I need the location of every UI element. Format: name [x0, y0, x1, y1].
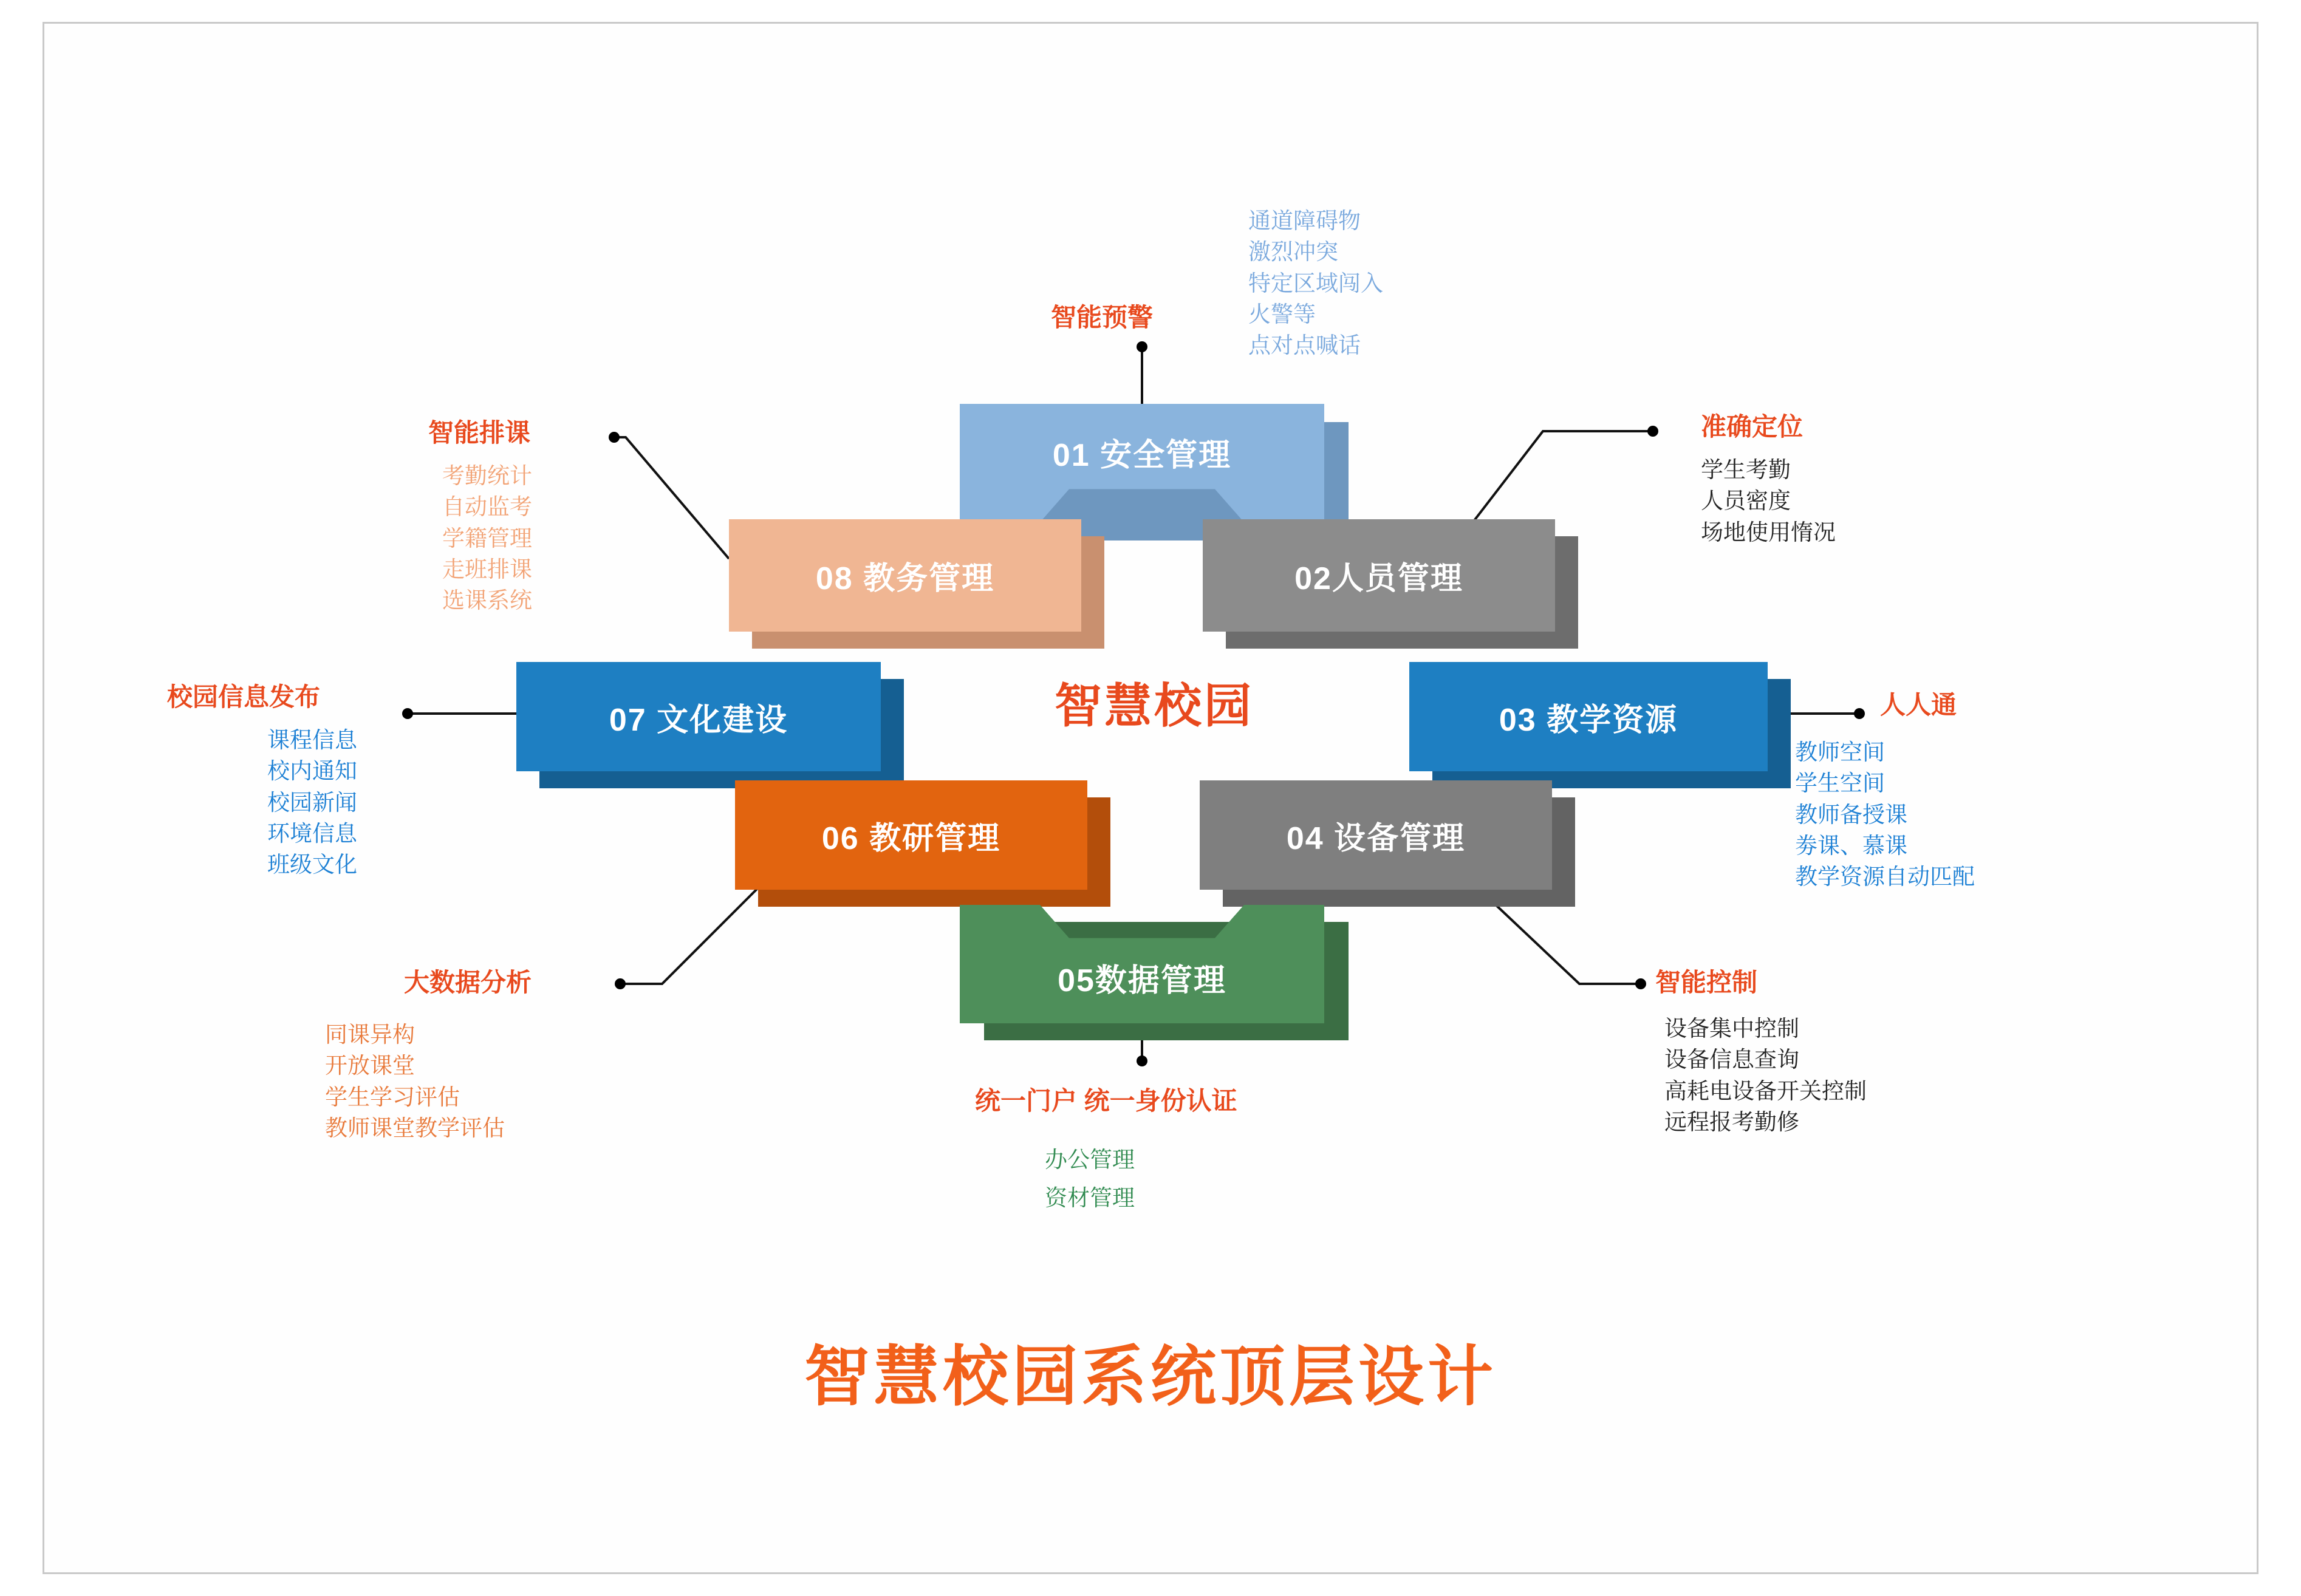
- block-label: 03 教学资源: [1499, 702, 1678, 738]
- connector-dot-renrentong: [1854, 708, 1865, 719]
- page-title: 智慧校园系统顶层设计: [804, 1340, 1497, 1413]
- annotation-item: 设备信息查询: [1664, 1047, 1799, 1073]
- annotation-head-bigdata: 大数据分析: [404, 968, 532, 997]
- annotation-item: 环境信息: [267, 821, 357, 847]
- connector-dot-bigdata: [615, 978, 626, 989]
- connector-dot-portal: [1137, 1055, 1147, 1066]
- annotation-item: 激烈冲突: [1248, 239, 1338, 265]
- block-label: 02人员管理: [1294, 561, 1463, 596]
- annotation-item: 设备集中控制: [1664, 1016, 1799, 1041]
- annotation-item: 学生空间: [1795, 771, 1885, 796]
- annotation-item: 选课系统: [442, 588, 532, 613]
- annotation-item: 教师空间: [1795, 740, 1885, 765]
- annotation-head-smart-warning: 智能预警: [1051, 303, 1154, 332]
- annotation-head-smart-control: 智能控制: [1655, 968, 1758, 997]
- annotation-item: 点对点喊话: [1248, 333, 1361, 358]
- block-03-teaching-resources[interactable]: [1409, 662, 1768, 771]
- annotation-item: 校园新闻: [267, 789, 357, 815]
- block-label: 01 安全管理: [1052, 438, 1232, 473]
- connector-dot-warning: [1137, 341, 1147, 352]
- annotation-item: 火警等: [1248, 302, 1316, 327]
- annotation-item: 自动监考: [442, 494, 532, 520]
- block-08-academic-affairs[interactable]: [729, 519, 1081, 632]
- annotation-item: 学生考勤: [1701, 457, 1791, 482]
- annotation-head-renrentong: 人人通: [1880, 691, 1957, 719]
- annotation-list-smart-control: [1664, 1014, 1867, 1139]
- annotation-item: 教学资源自动匹配: [1795, 864, 1975, 890]
- connector-dot-campusinfo: [402, 708, 413, 719]
- annotation-list-smart-warning: [1248, 206, 1383, 363]
- annotation-item: 学生学习评估: [325, 1084, 460, 1110]
- annotation-item: 学籍管理: [442, 525, 532, 551]
- annotation-item: 劵课、慕课: [1795, 833, 1907, 859]
- annotation-item: 教师课堂教学评估: [325, 1116, 505, 1141]
- block-05-data-management[interactable]: [960, 905, 1324, 1023]
- connector-dot-schedule: [609, 432, 620, 443]
- annotation-item: 开放课堂: [325, 1053, 415, 1079]
- annotation-item: 特定区域闯入: [1248, 270, 1383, 296]
- annotation-head-accurate-position: 准确定位: [1701, 412, 1804, 441]
- annotation-item: 走班排课: [442, 557, 532, 582]
- annotation-list-bigdata: [325, 1020, 505, 1145]
- block-label: 05数据管理: [1058, 963, 1226, 998]
- annotation-head-campus-info: 校园信息发布: [167, 683, 321, 711]
- block-label: 08 教务管理: [815, 561, 995, 596]
- annotation-item: 班级文化: [267, 852, 357, 878]
- annotation-list-smart-schedule: [442, 462, 532, 618]
- annotation-list-renrentong: [1795, 738, 1975, 894]
- connector-dot-control: [1635, 978, 1646, 989]
- annotation-item: 课程信息: [267, 728, 357, 752]
- block-label: 04 设备管理: [1286, 820, 1466, 856]
- annotation-item: 场地使用惰况: [1701, 519, 1836, 545]
- annotation-item: 办公管理: [1045, 1147, 1135, 1172]
- annotation-list-campus-info: [267, 726, 357, 882]
- block-06-teaching-research[interactable]: [735, 780, 1087, 890]
- annotation-item: 高耗电设备开关控制: [1664, 1078, 1867, 1103]
- annotation-item: 远程报考勤修: [1664, 1110, 1799, 1135]
- block-04-equipment-management[interactable]: [1200, 780, 1552, 890]
- block-02-personnel-management[interactable]: [1203, 519, 1555, 632]
- block-label: 07 文化建设: [609, 702, 788, 738]
- annotation-head-portal: 统一门户 统一身份认证: [975, 1086, 1237, 1115]
- annotation-item: 人员密度: [1701, 488, 1791, 514]
- annotation-head-smart-schedule: 智能排课: [428, 418, 531, 447]
- center-label: 智慧校园: [1054, 679, 1254, 732]
- block-01-safety-management[interactable]: [960, 404, 1324, 522]
- annotation-item: 同课异构: [325, 1022, 415, 1047]
- annotation-list-portal: [1045, 1142, 1135, 1218]
- annotation-item: 校内通知: [267, 759, 357, 784]
- annotation-item: 教师备授课: [1795, 802, 1907, 827]
- annotation-list-accurate-position: [1701, 455, 1836, 549]
- connector-dot-position: [1647, 426, 1658, 437]
- block-07-culture-construction[interactable]: [516, 662, 881, 771]
- annotation-item: 资材管理: [1045, 1185, 1135, 1211]
- annotation-item: 通道障碍物: [1248, 208, 1361, 233]
- annotation-item: 考勤统计: [442, 463, 532, 488]
- block-label: 06 教研管理: [821, 820, 1001, 856]
